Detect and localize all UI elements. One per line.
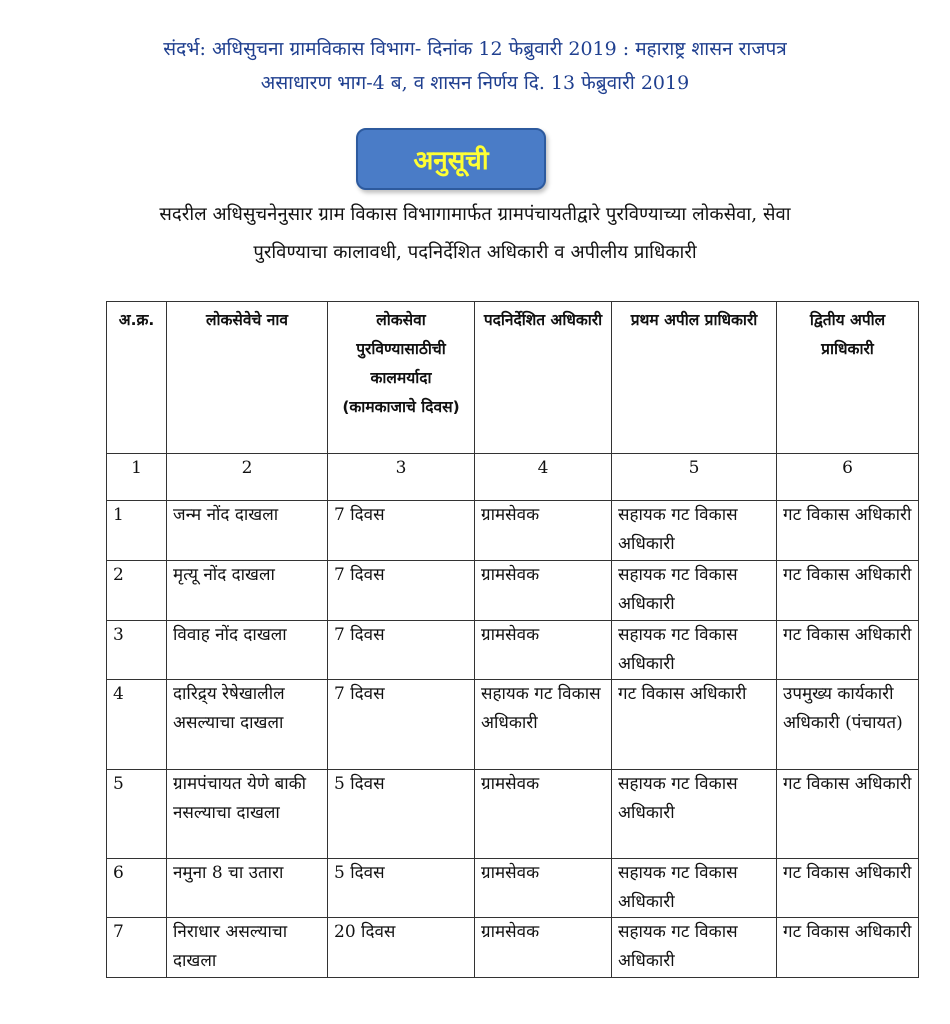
table-row: [107, 680, 919, 770]
column-number-row: [107, 454, 919, 501]
column-number: 2: [167, 454, 328, 501]
table-row: [107, 770, 919, 859]
column-number: 1: [107, 454, 167, 501]
table-row: [107, 621, 919, 680]
column-number: 4: [475, 454, 612, 501]
cell-time-limit: 7 दिवस: [328, 501, 475, 561]
cell-serial: 4: [107, 680, 167, 770]
cell-first-appellate: सहायक गट विकास अधिकारी: [612, 770, 777, 859]
cell-second-appellate: गट विकास अधिकारी: [777, 621, 919, 680]
cell-time-limit: 20 दिवस: [328, 918, 475, 978]
reference-line-2: असाधारण भाग-4 ब, व शासन निर्णय दि. 13 फेब्रुवारी 2019: [260, 72, 690, 94]
services-table: [106, 301, 919, 978]
cell-first-appellate: सहायक गट विकास अधिकारी: [612, 621, 777, 680]
cell-service-name: नमुना 8 चा उतारा: [167, 859, 328, 918]
cell-first-appellate: सहायक गट विकास अधिकारी: [612, 918, 777, 978]
table-row: [107, 561, 919, 621]
cell-second-appellate: गट विकास अधिकारी: [777, 918, 919, 978]
cell-serial: 3: [107, 621, 167, 680]
cell-serial: 7: [107, 918, 167, 978]
reference-line-1: संदर्भ: अधिसुचना ग्रामविकास विभाग- दिनांक 12 फेब्रुवारी 2019 : महाराष्ट्र शासन राजपत्र: [163, 38, 787, 60]
intro-line-2: पुरविण्याचा कालावधी, पदनिर्देशित अधिकारी व अपीलीय प्राधिकारी: [253, 242, 697, 263]
cell-designated-officer: ग्रामसेवक: [475, 770, 612, 859]
cell-designated-officer: सहायक गट विकास अधिकारी: [475, 680, 612, 770]
intro-line-1: सदरील अधिसुचनेनुसार ग्राम विकास विभागामार्फत ग्रामपंचायतीद्वारे पुरविण्याच्या लोकसेवा, सेवा: [159, 204, 791, 225]
cell-designated-officer: ग्रामसेवक: [475, 918, 612, 978]
cell-designated-officer: ग्रामसेवक: [475, 561, 612, 621]
header-designated-officer: पदनिर्देशित अधिकारी: [475, 302, 612, 454]
table-header-row: [107, 302, 919, 454]
cell-first-appellate: सहायक गट विकास अधिकारी: [612, 561, 777, 621]
table-row: [107, 501, 919, 561]
cell-service-name: ग्रामपंचायत येणे बाकी नसल्याचा दाखला: [167, 770, 328, 859]
header-service-name: लोकसेवेचे नाव: [167, 302, 328, 454]
schedule-title-badge: अनुसूची: [356, 128, 546, 190]
header-second-appellate: द्वितीय अपील प्राधिकारी: [777, 302, 919, 454]
cell-second-appellate: गट विकास अधिकारी: [777, 501, 919, 561]
header-serial: अ.क्र.: [107, 302, 167, 454]
cell-designated-officer: ग्रामसेवक: [475, 621, 612, 680]
cell-second-appellate: गट विकास अधिकारी: [777, 770, 919, 859]
cell-serial: 6: [107, 859, 167, 918]
column-number: 6: [777, 454, 919, 501]
cell-first-appellate: गट विकास अधिकारी: [612, 680, 777, 770]
cell-time-limit: 5 दिवस: [328, 770, 475, 859]
header-first-appellate: प्रथम अपील प्राधिकारी: [612, 302, 777, 454]
cell-second-appellate: गट विकास अधिकारी: [777, 859, 919, 918]
cell-service-name: विवाह नोंद दाखला: [167, 621, 328, 680]
cell-service-name: मृत्यू नोंद दाखला: [167, 561, 328, 621]
column-number: 3: [328, 454, 475, 501]
cell-serial: 2: [107, 561, 167, 621]
table-row: [107, 859, 919, 918]
table-row: [107, 918, 919, 978]
column-number: 5: [612, 454, 777, 501]
cell-designated-officer: ग्रामसेवक: [475, 501, 612, 561]
cell-service-name: निराधार असल्याचा दाखला: [167, 918, 328, 978]
cell-time-limit: 7 दिवस: [328, 561, 475, 621]
cell-designated-officer: ग्रामसेवक: [475, 859, 612, 918]
cell-second-appellate: उपमुख्य कार्यकारी अधिकारी (पंचायत): [777, 680, 919, 770]
cell-second-appellate: गट विकास अधिकारी: [777, 561, 919, 621]
cell-time-limit: 5 दिवस: [328, 859, 475, 918]
cell-first-appellate: सहायक गट विकास अधिकारी: [612, 501, 777, 561]
cell-service-name: दारिद्र्य रेषेखालील असल्याचा दाखला: [167, 680, 328, 770]
header-time-limit: लोकसेवा पुरविण्यासाठीची कालमर्यादा (कामकाजाचे दिवस): [328, 302, 475, 454]
cell-time-limit: 7 दिवस: [328, 680, 475, 770]
cell-first-appellate: सहायक गट विकास अधिकारी: [612, 859, 777, 918]
cell-serial: 5: [107, 770, 167, 859]
cell-serial: 1: [107, 501, 167, 561]
cell-service-name: जन्म नोंद दाखला: [167, 501, 328, 561]
cell-time-limit: 7 दिवस: [328, 621, 475, 680]
